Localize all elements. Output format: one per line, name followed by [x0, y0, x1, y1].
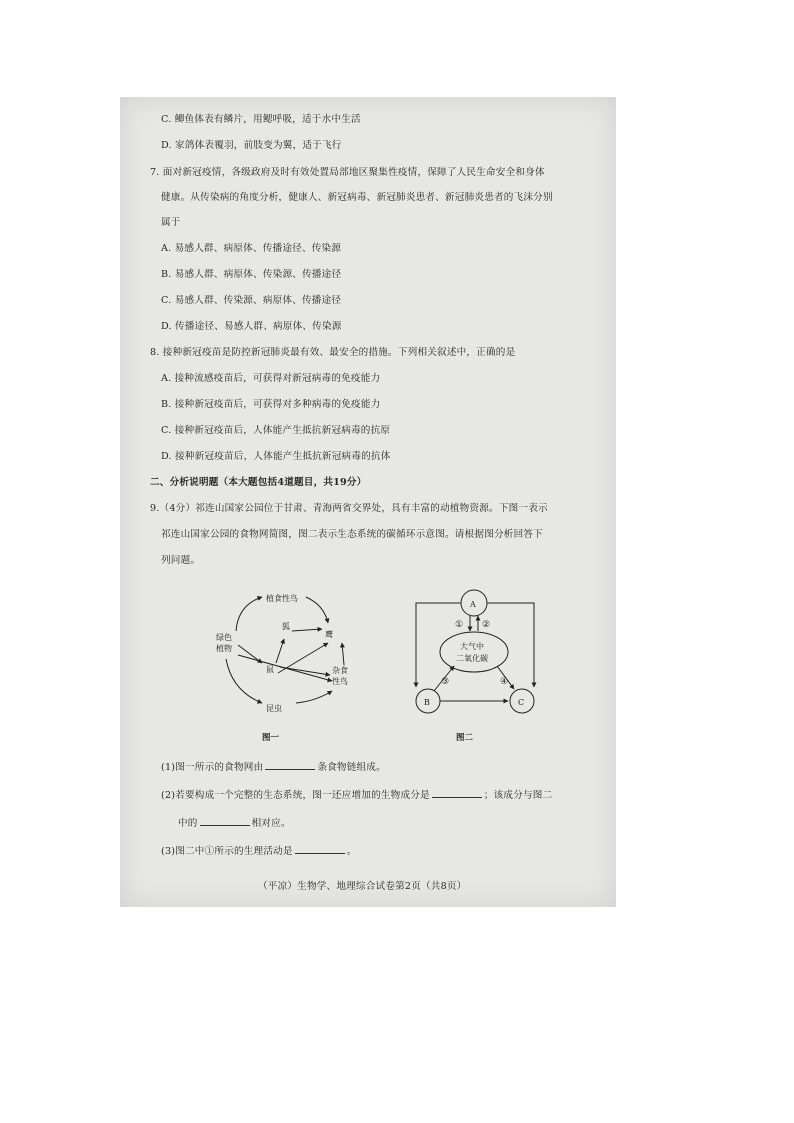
q9-sub2-text-b: ；该成分与图二	[483, 790, 553, 801]
q9-sub3-text-b: 。	[346, 846, 357, 857]
node-c-label: C	[518, 698, 525, 707]
q9-sub2-text-d: 相对应。	[251, 818, 291, 829]
q9-sub1	[161, 759, 386, 773]
q8-option-c: C. 接种新冠疫苗后，人体能产生抵抗新冠病毒的抗原	[161, 425, 391, 436]
food-web-diagram	[196, 583, 376, 718]
node-omnivorous-bird-2: 性鸟	[332, 677, 348, 686]
node-eagle: 鹰	[325, 630, 333, 639]
node-green-plant-1: 绿色	[216, 633, 232, 642]
q9-sub2	[161, 787, 552, 801]
page-footer: （平凉）生物学、地理综合试卷第2页（共8页）	[258, 881, 467, 892]
q7-option-d: D. 传播途径、易感人群、病原体、传染源	[161, 321, 342, 332]
q9-sub2-text-a: (2)若要构成一个完整的生态系统，图一还应增加的生物成分是	[161, 790, 430, 801]
label-process-4: ④	[500, 677, 509, 687]
q6-option-c: C. 鲫鱼体表有鳞片，用鳃呼吸，适于水中生活	[161, 114, 361, 125]
q7-stem-line1: 7. 面对新冠疫情，各级政府及时有效处置局部地区聚集性疫情，保障了人民生命安全和身体	[150, 167, 545, 178]
q7-option-b: B. 易感人群、病原体、传染源、传播途径	[161, 269, 342, 280]
q9-stem-line1: 9.（4分）祁连山国家公园位于甘肃、青海两省交界处，具有丰富的动植物资源。下图一表示	[150, 503, 548, 514]
q9-sub3-answer-blank[interactable]	[295, 844, 345, 854]
co2-label-line1: 大气中	[460, 642, 484, 651]
node-b-label: B	[424, 698, 430, 707]
node-insect: 昆虫	[266, 704, 282, 713]
q9-sub2-text-c: 中的	[178, 818, 198, 829]
q9-sub1-answer-blank[interactable]	[265, 760, 315, 770]
q7-option-c: C. 易感人群、传染源、病原体、传播途径	[161, 295, 342, 306]
label-process-2: ②	[482, 620, 491, 630]
q9-sub2-answer-blank-2[interactable]	[200, 816, 250, 826]
node-herbivorous-bird: 植食性鸟	[266, 594, 298, 603]
q7-stem-line3: 属于	[161, 217, 181, 228]
exam-page	[120, 97, 616, 907]
q9-sub1-text-b: 条食物链组成。	[317, 762, 386, 773]
q8-option-d: D. 接种新冠疫苗后，人体能产生抵抗新冠病毒的抗体	[161, 451, 391, 462]
q7-option-a: A. 易感人群、病原体、传播途径、传染源	[161, 243, 342, 254]
q8-stem: 8. 接种新冠疫苗是防控新冠肺炎最有效、最安全的措施。下列相关叙述中，正确的是	[150, 347, 516, 358]
co2-label-line2: 二氧化碳	[456, 654, 488, 663]
q6-option-d: D. 家鸽体表覆羽，前肢变为翼，适于飞行	[161, 140, 342, 151]
node-omnivorous-bird-1: 杂食	[332, 666, 348, 675]
label-process-1: ①	[455, 620, 464, 630]
section-2-heading: 二、分析说明题（本大题包括4道题目，共19分）	[150, 477, 367, 488]
label-process-3: ③	[441, 677, 450, 687]
node-a-label: A	[470, 600, 476, 609]
q9-sub1-text-a: (1)图一所示的食物网由	[161, 762, 264, 773]
q8-option-b: B. 接种新冠疫苗后，可获得对多种病毒的免疫能力	[161, 399, 381, 410]
q8-option-a: A. 接种流感疫苗后，可获得对新冠病毒的免疫能力	[161, 373, 381, 384]
q9-stem-line3: 列问题。	[161, 555, 201, 566]
q9-sub3	[161, 843, 357, 857]
node-green-plant-2: 植物	[216, 644, 232, 653]
q9-sub2-cont	[178, 815, 291, 829]
q9-stem-line2: 祁连山国家公园的食物网简图，图二表示生态系统的碳循环示意图。请根据图分析回答下	[161, 529, 543, 540]
carbon-cycle-diagram	[404, 583, 564, 723]
node-mouse: 鼠	[266, 665, 274, 674]
q7-stem-line2: 健康。从传染病的角度分析，健康人、新冠病毒、新冠肺炎患者、新冠肺炎患者的飞沫分别	[161, 192, 553, 203]
node-fox: 狐	[282, 622, 290, 631]
q9-sub2-answer-blank-1[interactable]	[432, 788, 482, 798]
q9-sub3-text-a: (3)图二中①所示的生理活动是	[161, 846, 293, 857]
figure-1-caption: 图一	[262, 733, 280, 743]
figure-2-caption: 图二	[456, 733, 474, 743]
